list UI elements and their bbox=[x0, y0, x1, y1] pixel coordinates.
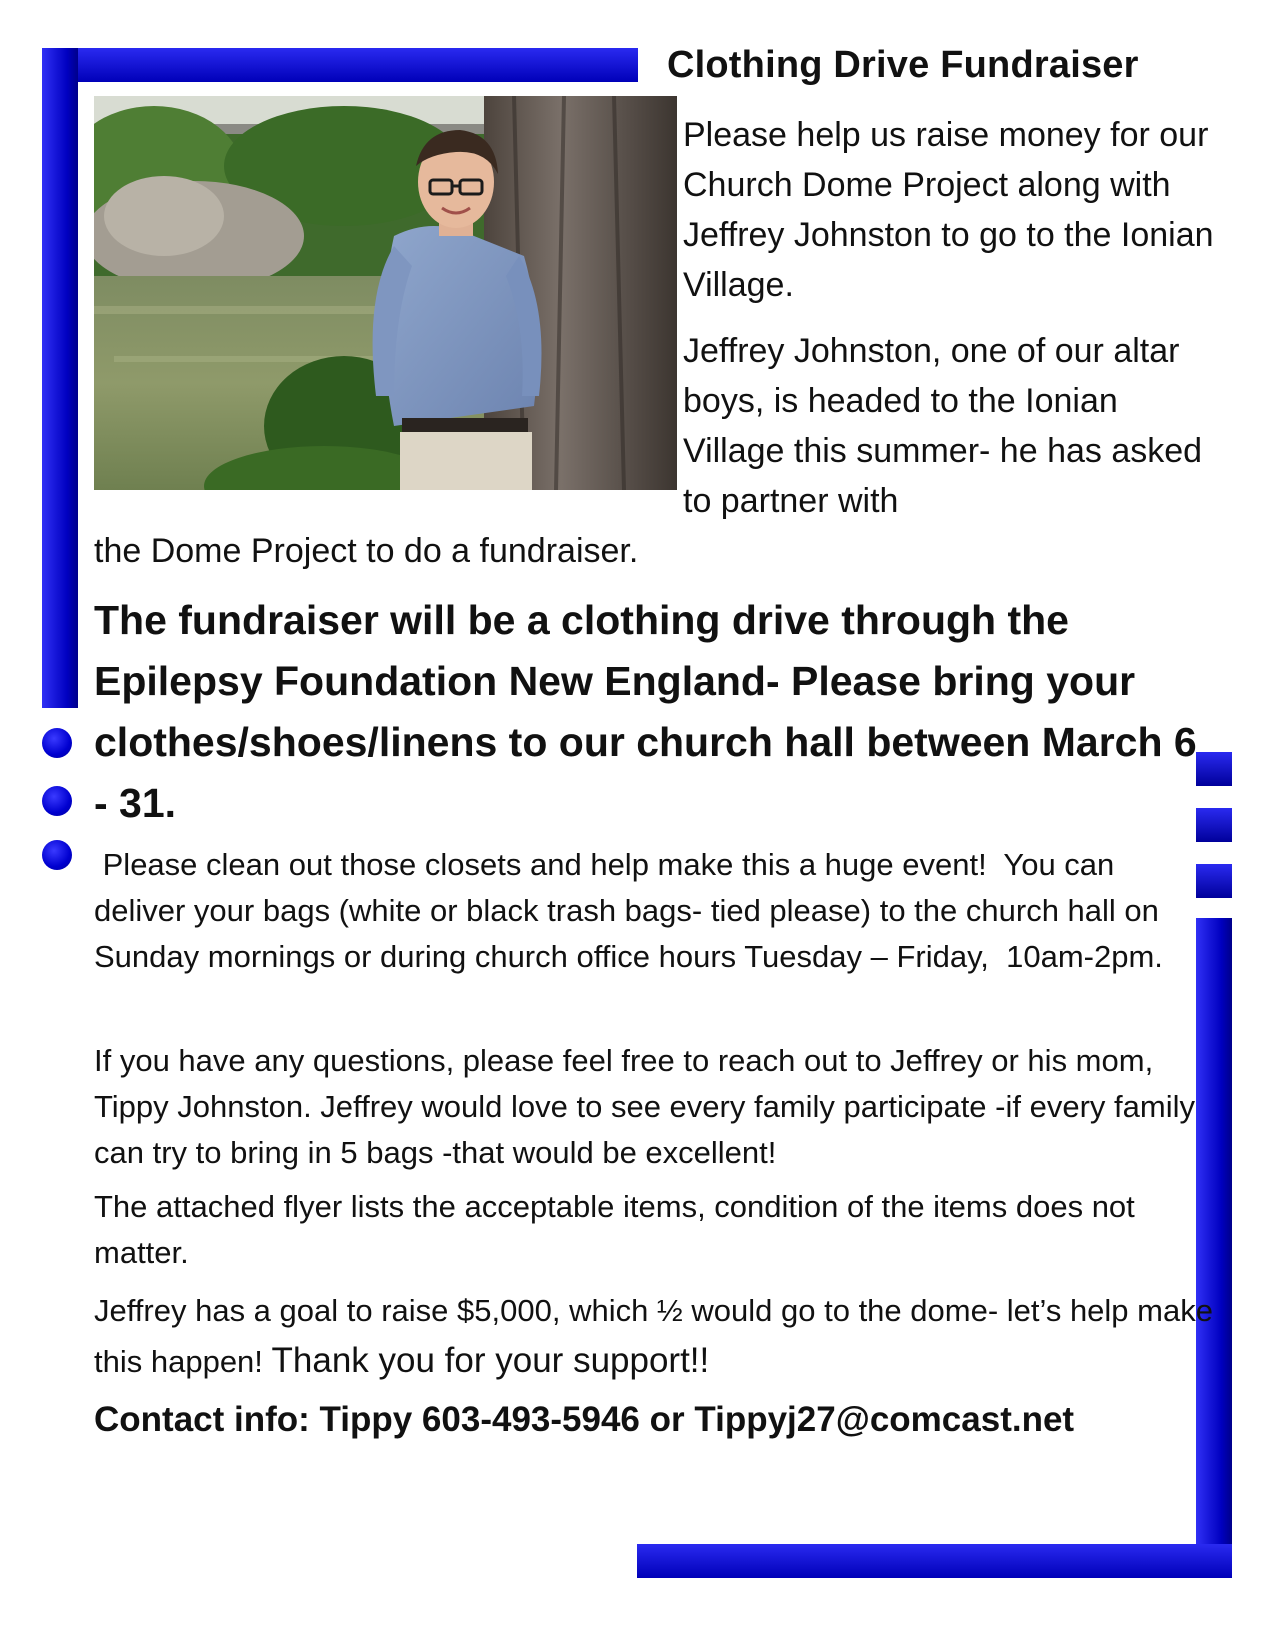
right-border-bar bbox=[1196, 918, 1232, 1576]
top-border-bar bbox=[42, 48, 638, 82]
page-title: Clothing Drive Fundraiser bbox=[667, 44, 1139, 86]
contact-info: Contact info: Tippy 603-493-5946 or Tippyj27@comcast.net bbox=[94, 1400, 1075, 1439]
bottom-border-bar bbox=[637, 1544, 1232, 1578]
left-border-bar bbox=[42, 48, 78, 708]
jeffrey-photo bbox=[94, 96, 677, 490]
bullet-dot-1 bbox=[42, 728, 72, 758]
delivery-instructions-paragraph: Please clean out those closets and help make this a huge event! You can deliver your bags (white or black trash bags- tied please) to the church hall on Sunday mornings or during church office hours Tuesday – Friday, 10am-2pm. bbox=[94, 847, 1168, 974]
goal-text: Jeffrey has a goal to raise $5,000, which ½ would go to the dome- let’s help make this happen! bbox=[94, 1293, 1213, 1379]
goal-paragraph bbox=[94, 1286, 1214, 1387]
fundraiser-headline: The fundraiser will be a clothing drive through the Epilepsy Foundation New England- Please bring your clothes/shoes/linens to our church hall between March 6 - 31. bbox=[94, 597, 1197, 826]
bullet-dot-2 bbox=[42, 786, 72, 816]
thank-you-text: Thank you for your support!! bbox=[271, 1341, 710, 1380]
intro-paragraph-2-continued: the Dome Project to do a fundraiser. bbox=[94, 532, 639, 570]
questions-paragraph: If you have any questions, please feel free to reach out to Jeffrey or his mom, Tippy Johnston. Jeffrey would love to see every family participate -if every family can try to bring in 5 bags -that would be excellent! bbox=[94, 1043, 1195, 1170]
flyer-note-paragraph: The attached flyer lists the acceptable items, condition of the items does not matter. bbox=[94, 1189, 1135, 1270]
intro-paragraph-1: Please help us raise money for our Church Dome Project along with Jeffrey Johnston to go to the Ionian Village. bbox=[683, 116, 1214, 304]
intro-paragraph-2: Jeffrey Johnston, one of our altar boys, is headed to the Ionian Village this summer- he has asked to partner with bbox=[683, 332, 1203, 520]
right-square-3 bbox=[1196, 864, 1232, 898]
bullet-dot-3 bbox=[42, 840, 72, 870]
